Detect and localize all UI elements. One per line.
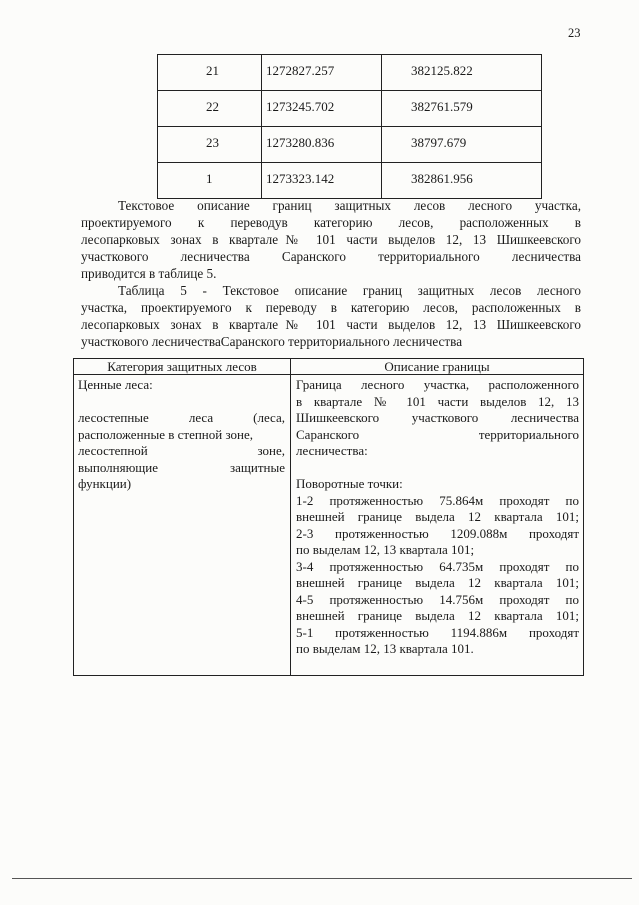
- text-line: лесостепные леса (леса,: [78, 410, 285, 425]
- coord-y: 382125.822: [382, 55, 542, 91]
- text-line: выполняющие защитные: [78, 459, 285, 475]
- table-caption: [81, 282, 581, 350]
- coord-x: 1273323.142: [262, 163, 382, 199]
- text-line: участка, проектируемого к переводу в категорию лесов, расположенных в: [81, 300, 581, 315]
- text-line: Саранского территориального: [296, 426, 579, 442]
- coord-y: 38797.679: [382, 127, 542, 163]
- point-line: 5-1 протяженностью 1194.886м проходят: [296, 624, 579, 640]
- coord-x: 1273245.702: [262, 91, 382, 127]
- point-number: 1: [158, 163, 262, 199]
- coordinates-table: [157, 54, 542, 199]
- text-line: Шишкеевского участкового лесничества: [296, 410, 579, 425]
- table-row: [158, 55, 542, 91]
- text-line: Текстовое описание границ защитных лесов лесного участка,: [118, 198, 581, 213]
- text-line: Таблица 5 - Текстовое описание границ защитных лесов лесного: [118, 283, 581, 298]
- text-line: лесопарковых зонах в квартале№ 101 части выделов 12, 13 Шишкеевского: [81, 232, 581, 247]
- scan-edge-line: [12, 878, 632, 879]
- text-line: приводится в таблице 5.: [81, 266, 217, 281]
- point-line: 4-5 протяженностью 14.756м проходят по: [296, 591, 579, 607]
- point-line: внешней границе выдела 12 квартала 101;: [296, 575, 579, 590]
- intro-paragraph: [81, 197, 581, 282]
- point-line: 2-3 протяженностью 1209.088м проходят: [296, 525, 579, 541]
- point-line: по выделам 12, 13 квартала 101.: [296, 641, 474, 656]
- category-cell: [74, 375, 291, 676]
- table-row: [158, 163, 542, 199]
- column-header-category: Категория защитных лесов: [74, 359, 291, 375]
- page-number: 23: [568, 26, 581, 40]
- text-line: проектируемого к переводув категорию лесов, расположенных в: [81, 215, 581, 230]
- description-cell: [291, 375, 584, 676]
- point-number: 22: [158, 91, 262, 127]
- coord-x: 1273280.836: [262, 127, 382, 163]
- point-line: 1-2 протяженностью 75.864м проходят по: [296, 492, 579, 508]
- points-title: Поворотные точки:: [296, 476, 403, 491]
- coord-x: 1272827.257: [262, 55, 382, 91]
- text-line: участкового лесничестваСаранского территориального лесничества: [81, 334, 463, 349]
- text-line: Граница лесного участка, расположенного: [296, 377, 579, 392]
- point-line: внешней границе выдела 12 квартала 101;: [296, 509, 579, 524]
- column-header-description: Описание границы: [291, 359, 584, 375]
- coord-y: 382861.956: [382, 163, 542, 199]
- point-line: 3-4 протяженностью 64.735м проходят по: [296, 558, 579, 574]
- point-line: внешней границе выдела 12 квартала 101;: [296, 608, 579, 623]
- text-line: лесопарковых зонах в квартале№ 101 части выделов 12, 13 Шишкеевского: [81, 317, 581, 332]
- category-title: Ценные леса:: [78, 377, 153, 392]
- text-line: функции): [78, 476, 132, 491]
- text-line: лесничества:: [296, 443, 368, 458]
- text-line: в квартале № 101 части выделов 12, 13: [296, 393, 579, 409]
- point-number: 23: [158, 127, 262, 163]
- table-row: [158, 127, 542, 163]
- point-line: по выделам 12, 13 квартала 101;: [296, 542, 475, 557]
- table-row: [74, 375, 584, 676]
- table-row: [158, 91, 542, 127]
- text-line: лесостепной зоне,: [78, 443, 285, 458]
- text-line: расположенные в степной зоне,: [78, 426, 254, 442]
- coord-y: 382761.579: [382, 91, 542, 127]
- point-number: 21: [158, 55, 262, 91]
- boundary-description-table: [73, 358, 584, 676]
- text-line: участкового лесничества Саранского территориального лесничества: [81, 249, 581, 264]
- table-header-row: [74, 359, 584, 375]
